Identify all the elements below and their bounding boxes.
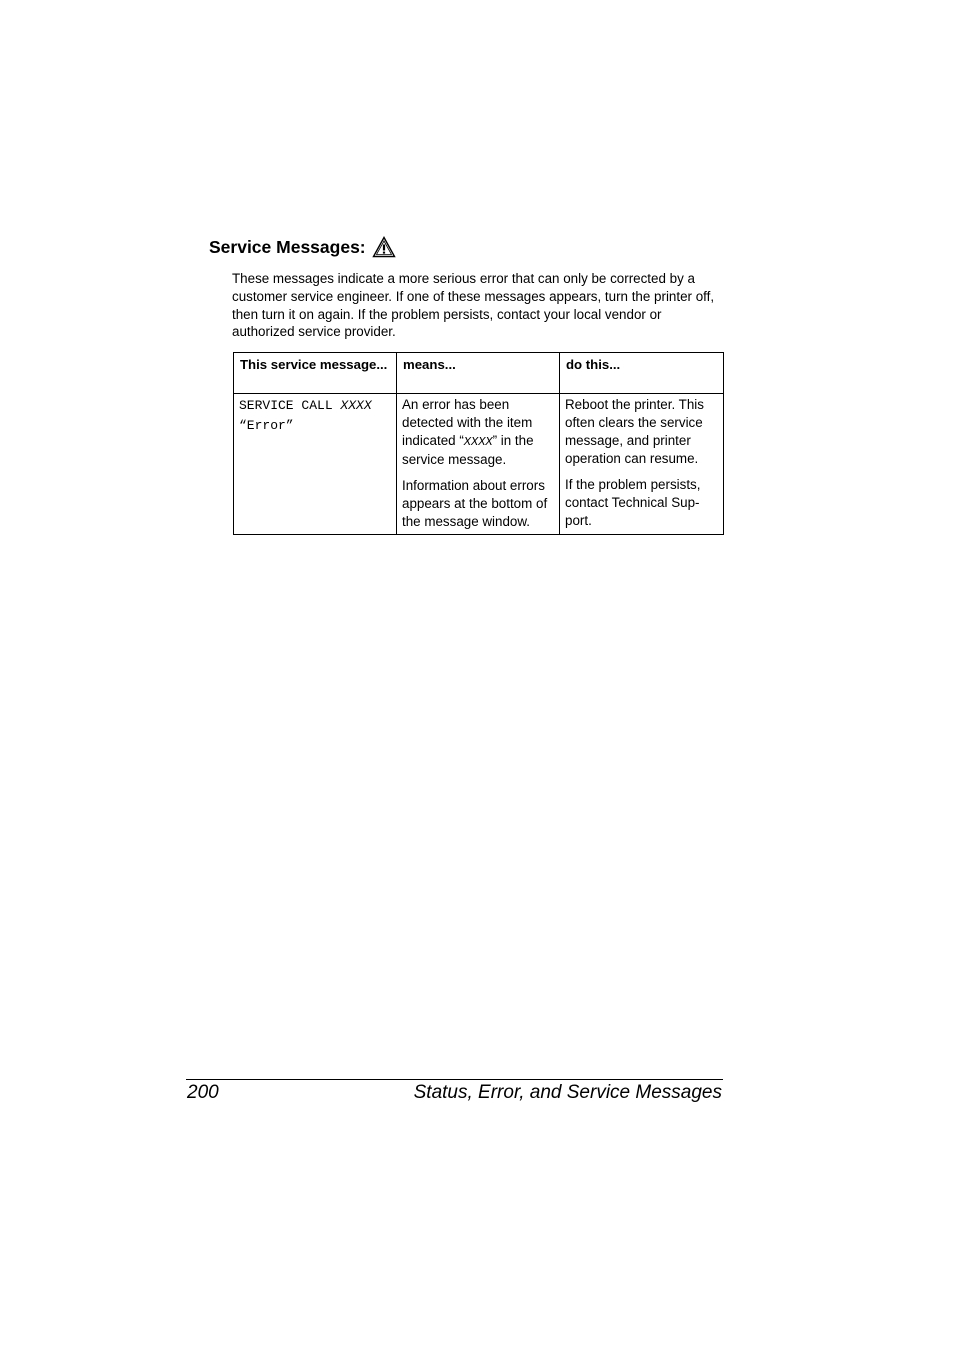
message-prefix: SERVICE CALL	[239, 398, 341, 413]
means-paragraph-2: Information about errors appears at the bottom of the message window.	[402, 478, 548, 529]
means-variable: XXXX	[463, 435, 493, 449]
means-text-before: An error has been detected with the item indicated “	[402, 397, 533, 448]
header-message: This service message...	[234, 353, 397, 394]
footer-chapter-title: Status, Error, and Service Messages	[413, 1082, 722, 1103]
header-means: means...	[397, 353, 560, 394]
table-header-row	[234, 353, 724, 394]
message-variable: XXXX	[340, 398, 372, 413]
message-suffix: “Error”	[239, 418, 294, 433]
footer-divider	[186, 1079, 723, 1080]
warning-triangle-icon	[372, 236, 396, 258]
table-row	[234, 394, 724, 535]
cell-means	[397, 394, 560, 535]
cell-message	[234, 394, 397, 535]
footer-page-number: 200	[187, 1082, 219, 1103]
do-paragraph-2: If the problem persists, contact Technical Sup-port.	[565, 477, 701, 528]
section-title: Service Messages:	[209, 236, 366, 257]
means-text-after: ” in the service message.	[402, 433, 534, 467]
header-do-this: do this...	[560, 353, 724, 394]
service-messages-table	[233, 352, 724, 535]
intro-paragraph: These messages indicate a more serious error that can only be corrected by a customer service engineer. If one of these messages appears, turn the printer off, then turn it on again. If the problem persists, contact your local vendor or authorized service provider.	[232, 271, 715, 340]
do-paragraph-1: Reboot the printer. This often clears the service message, and printer operation can resume.	[565, 397, 704, 466]
means-paragraph-1	[402, 396, 555, 469]
section-heading	[209, 236, 396, 258]
cell-do-this	[560, 394, 724, 535]
